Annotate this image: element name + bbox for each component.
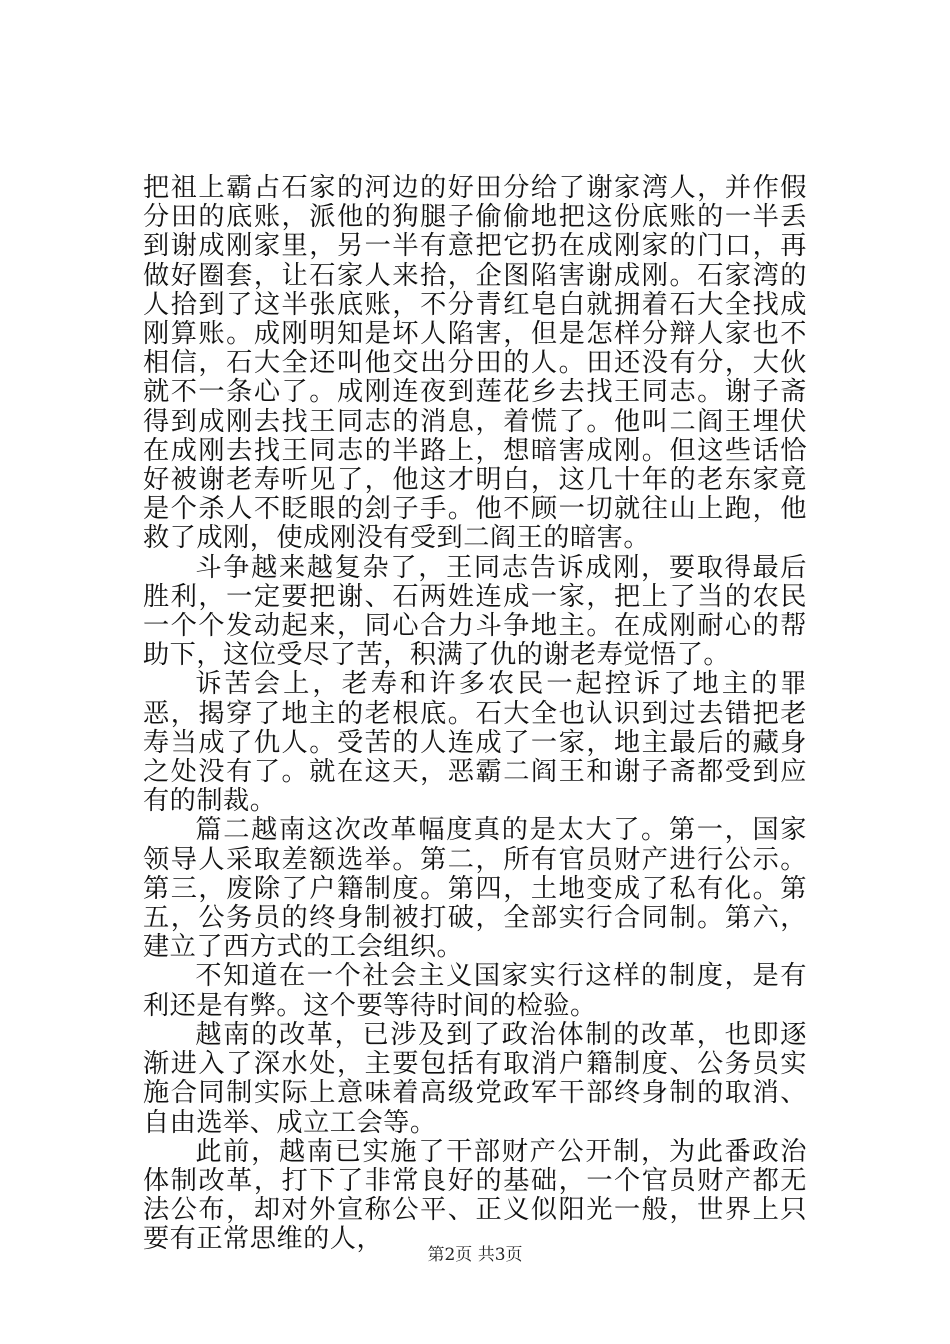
paragraph: 此前，越南已实施了干部财产公开制，为此番政治体制改革，打下了非常良好的基础，一个官员财产都无法公布，却对外宣称公平、正义似阳光一般，世界上只要有正常思维的人， xyxy=(143,1136,807,1255)
page-number-footer: 第2页 共3页 xyxy=(427,1245,523,1265)
paragraph: 斗争越来越复杂了，王同志告诉成刚，要取得最后胜利，一定要把谢、石两姓连成一家，把上了当的农民一个个发动起来，同心合力斗争地主。在成刚耐心的帮助下，这位受尽了苦，积满了仇的谢老寿觉悟了。 xyxy=(143,552,807,671)
paragraph: 诉苦会上，老寿和许多农民一起控诉了地主的罪恶，揭穿了地主的老根底。石大全也认识到过去错把老寿当成了仇人。受苦的人连成了一家，地主最后的藏身之处没有了。就在这天，恶霸二阎王和谢子斋都受到应有的制裁。 xyxy=(143,669,807,817)
paragraph: 篇二越南这次改革幅度真的是太大了。第一，国家领导人采取差额选举。第二，所有官员财产进行公示。第三，废除了户籍制度。第四，土地变成了私有化。第五，公务员的终身制被打破，全部实行合同制。第六，建立了西方式的工会组织。 xyxy=(143,815,807,963)
body-text xyxy=(143,174,807,1255)
paragraph-continued: 把祖上霸占石家的河边的好田分给了谢家湾人，并作假分田的底账，派他的狗腿子偷偷地把这份底账的一半丢到谢成刚家里，另一半有意把它扔在成刚家的门口，再做好圈套，让石家人来拾，企图陷害谢成刚。石家湾的人拾到了这半张底账，不分青红皂白就拥着石大全找成刚算账。成刚明知是坏人陷害，但是怎样分辩人家也不相信，石大全还叫他交出分田的人。田还没有分，大伙就不一条心了。成刚连夜到莲花乡去找王同志。谢子斋得到成刚去找王同志的消息，着慌了。他叫二阎王埋伏在成刚去找王同志的半路上，想暗害成刚。但这些话恰好被谢老寿听见了，他这才明白，这几十年的老东家竟是个杀人不眨眼的刽子手。他不顾一切就往山上跑，他救了成刚，使成刚没有受到二阎王的暗害。 xyxy=(143,173,807,554)
paragraph: 越南的改革，已涉及到了政治体制的改革，也即逐渐进入了深水处，主要包括有取消户籍制度、公务员实施合同制实际上意味着高级党政军干部终身制的取消、自由选举、成立工会等。 xyxy=(143,1019,807,1138)
paragraph: 不知道在一个社会主义国家实行这样的制度，是有利还是有弊。这个要等待时间的检验。 xyxy=(143,961,807,1021)
